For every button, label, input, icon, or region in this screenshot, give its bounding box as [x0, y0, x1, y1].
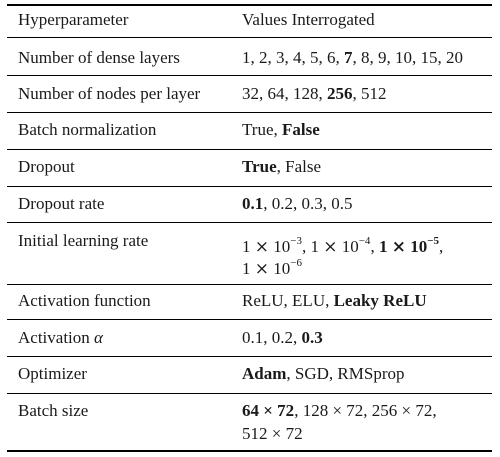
header-rule — [7, 37, 492, 38]
row-name-optimizer: Optimizer — [18, 364, 87, 383]
row-rule — [7, 222, 492, 223]
bottom-rule — [7, 450, 492, 452]
row-values-optimizer: Adam, SGD, RMSprop — [242, 364, 405, 383]
row-values-learning-rate-line1: $1 \times 10^{-3}$, $1 \times 10^{-4}$, $1 \times 10^{-5}$, — [242, 235, 444, 257]
row-name-nodes-per-layer: Number of nodes per layer — [18, 84, 201, 103]
row-rule — [7, 112, 492, 113]
row-rule — [7, 393, 492, 394]
row-name-batch-normalization: Batch normalization — [18, 120, 157, 139]
row-name-activation-alpha: Activation α — [18, 328, 103, 347]
row-values-nodes-per-layer: 32, 64, 128, 256, 512 — [242, 84, 387, 103]
row-values-dense-layers: 1, 2, 3, 4, 5, 6, 7, 8, 9, 10, 15, 20 — [242, 48, 463, 67]
row-values-activation-alpha: 0.1, 0.2, 0.3 — [242, 328, 323, 347]
header-hyperparameter: Hyperparameter — [18, 10, 129, 29]
row-values-dropout: True, False — [242, 157, 322, 176]
row-name-dense-layers: Number of dense layers — [18, 48, 180, 67]
row-values-batch-normalization: True, False — [242, 120, 320, 139]
row-name-dropout: Dropout — [18, 157, 75, 176]
row-values-dropout-rate: 0.1, 0.2, 0.3, 0.5 — [242, 194, 353, 213]
row-rule — [7, 284, 492, 285]
row-rule — [7, 356, 492, 357]
row-values-learning-rate-line2: $1 \times 10^{-6}$ — [242, 257, 302, 279]
row-name-dropout-rate: Dropout rate — [18, 194, 105, 213]
row-rule — [7, 186, 492, 187]
row-name-batch-size: Batch size — [18, 401, 89, 420]
row-name-activation-function: Activation function — [18, 291, 151, 310]
header-values: Values Interrogated — [242, 10, 375, 29]
row-values-activation-function: ReLU, ELU, Leaky ReLU — [242, 291, 427, 310]
top-rule — [7, 4, 492, 6]
row-rule — [7, 75, 492, 76]
row-values-batch-size-line1: 64 × 72, 128 × 72, 256 × 72, — [242, 401, 437, 420]
row-name-learning-rate: Initial learning rate — [18, 231, 149, 250]
row-values-batch-size-line2: 512 × 72 — [242, 424, 303, 443]
row-rule — [7, 149, 492, 150]
row-rule — [7, 319, 492, 320]
